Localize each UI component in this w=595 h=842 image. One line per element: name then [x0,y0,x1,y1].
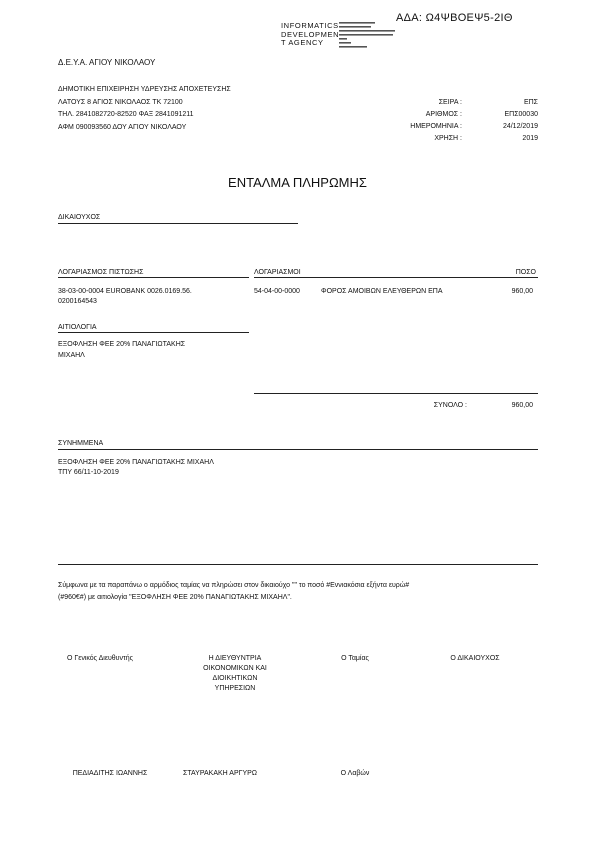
org-detail-line: ΤΗΛ. 2841082720-82520 ΦΑΞ 2841091211 [58,111,194,118]
payment-statement-line: Σύμφωνα με τα παραπάνω ο αρμόδιος ταμίας να πληρώσει στον δικαιούχο "" το ποσό #Εννιακόσια εξήντα ευρώ# [58,582,410,589]
account-row-desc: ΦΟΡΟΣ ΑΜΟΙΒΩΝ ΕΛΕΥΘΕΡΩΝ ΕΠΑ [321,288,443,295]
attachments-text-line: ΕΞΟΦΛΗΣΗ ΦΕΕ 20% ΠΑΝΑΓΙΩΤΑΚΗΣ ΜΙΧΑΗΛ [58,459,214,466]
org-short-name: Δ.Ε.Υ.Α. ΑΓΙΟΥ ΝΙΚΟΛΑΟΥ [58,58,156,67]
logo-line-3: T AGENCY [281,38,324,47]
document-title: ΕΝΤΑΛΜΑ ΠΛΗΡΩΜΗΣ [228,175,367,190]
finance-director-title-line: ΟΙΚΟΝΟΜΙΚΩΝ ΚΑΙ [203,665,267,672]
meta-values [478,97,538,145]
general-director-title: Ο Γενικός Διευθυντής [66,655,134,662]
treasurer-title: Ο Ταμίας [341,655,369,662]
date-value: 24/12/2019 [502,123,538,130]
credit-account-line [58,277,249,278]
number-label: ΑΡΙΘΜΟΣ : [425,111,462,118]
meta-labels [395,97,462,145]
credit-account-value [58,287,192,306]
account-row-code: 54-04-00-0000 [254,288,300,295]
number-value: ΕΠΣ00030 [504,111,538,118]
receiver-label: Ο Λαβών [340,770,370,777]
attachments-text-line: ΤΠΥ 66/11-10-2019 [58,468,119,476]
org-details [58,84,231,134]
beneficiary-title: Ο ΔΙΚΑΙΟΥΧΟΣ [450,655,500,662]
statement-separator [58,564,538,565]
org-detail-line: ΑΦΜ 090093560 ΔΟΥ ΑΓΙΟΥ ΝΙΚΟΛΑΟΥ [58,123,187,131]
beneficiary-label: ΔΙΚΑΙΟΥΧΟΣ [58,214,101,221]
payment-statement-line: (#960€#) με αιτιολογία "ΕΞΟΦΛΗΣΗ ΦΕΕ 20% ΠΑΝΑΓΙΩΤΑΚΗΣ ΜΙΧΑΗΛ". [58,593,292,601]
year-label: ΧΡΗΣΗ : [434,135,462,142]
series-label: ΣΕΙΡΑ : [438,99,462,106]
reason-text-line: ΕΞΟΦΛΗΣΗ ΦΕΕ 20% ΠΑΝΑΓΙΩΤΑΚΗΣ [58,341,186,348]
reason-line [58,332,249,333]
attachments-line [58,449,538,450]
finance-director-title-line: ΥΠΗΡΕΣΙΩΝ [214,685,256,692]
org-detail-line: ΛΑΤΟΥΣ 8 ΑΓΙΟΣ ΝΙΚΟΛΑΟΣ ΤΚ 72100 [58,98,183,106]
ada-code: ΑΔΑ: Ω4ΨΒΟΕΨ5-2ΙΘ [396,12,513,24]
accounts-line [254,277,538,278]
org-detail-line: ΔΗΜΟΤΙΚΗ ΕΠΙΧΕΙΡΗΣΗ ΥΔΡΕΥΣΗΣ ΑΠΟΧΕΤΕΥΣΗΣ [58,86,231,93]
total-line [254,393,538,394]
beneficiary-line [58,223,298,224]
finance-director-title-line: ΔΙΟΙΚΗΤΙΚΩΝ [212,675,258,682]
payment-statement [58,580,409,603]
logo-small-lettering [339,21,399,55]
accounts-label: ΛΟΓΑΡΙΑΣΜΟΙ [254,269,301,276]
credit-account-line-2: 0200164543 [58,297,97,305]
attachments-label: ΣΥΝΗΜΜΕΝΑ [58,440,104,447]
finance-director-title-line: Η ΔΙΕΥΘΥΝΤΡΙΑ [208,655,262,662]
account-row-amount: 960,00 [511,288,533,295]
logo-line-1: INFORMATICS [281,21,339,30]
logo-line-2: DEVELOPMEN [281,29,340,39]
total-label: ΣΥΝΟΛΟ : [433,402,467,409]
amount-label: ΠΟΣΟ [515,269,536,276]
reason-text-line: ΜΙΧΑΗΛ [58,352,85,359]
finance-director-title [180,654,290,694]
reason-label: ΑΙΤΙΟΛΟΓΙΑ [58,324,97,331]
total-value: 960,00 [511,402,533,409]
series-value: ΕΠΣ [523,99,538,106]
credit-account-label: ΛΟΓΑΡΙΑΣΜΟΣ ΠΙΣΤΩΣΗΣ [58,269,144,276]
finance-director-name: ΣΤΑΥΡΑΚΑΚΗ ΑΡΓΥΡΩ [182,770,258,777]
agency-logo [281,22,339,48]
attachments-text [58,458,214,477]
date-label: ΗΜΕΡΟΜΗΝΙΑ : [410,123,462,130]
year-value: 2019 [522,135,538,142]
general-director-name: ΠΕΔΙΑΔΙΤΗΣ ΙΩΑΝΝΗΣ [72,770,148,777]
reason-text [58,339,185,361]
credit-account-line-1: 38-03-00-0004 EUROBANK 0026.0169.56. [58,288,192,295]
